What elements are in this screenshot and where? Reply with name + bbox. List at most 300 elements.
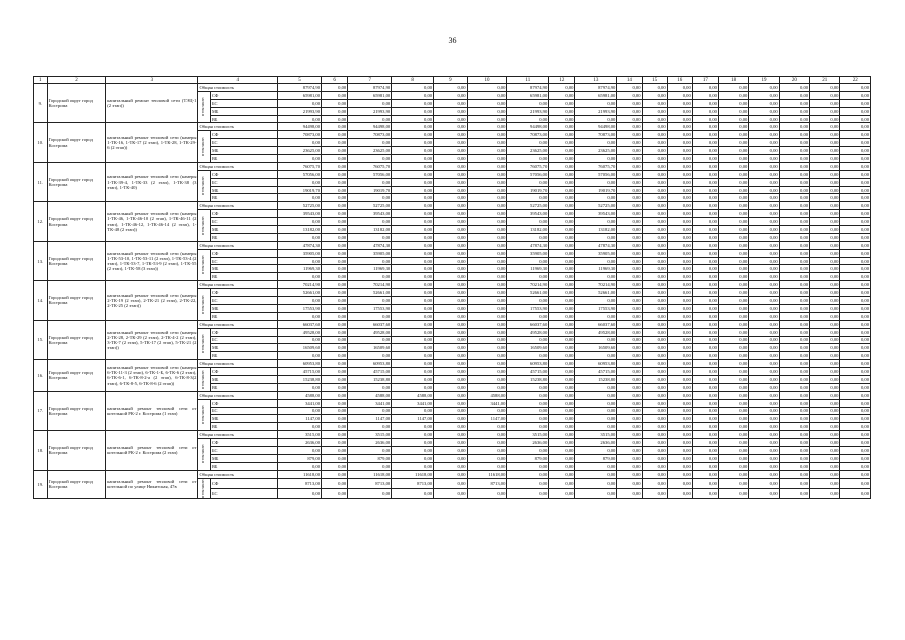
amount-cell: 0,00 xyxy=(549,241,575,249)
amount-cell: 0,00 xyxy=(392,454,434,462)
amount-cell: 23625,00 xyxy=(575,147,617,155)
amount-cell: 0,00 xyxy=(749,304,779,312)
amount-cell: 0,00 xyxy=(507,218,549,226)
amount-cell: 0,00 xyxy=(348,336,392,344)
amount-cell: 0,00 xyxy=(642,84,667,92)
including-label-cell xyxy=(198,249,211,281)
amount-cell: 0,00 xyxy=(617,170,642,178)
amount-cell: 0,00 xyxy=(392,289,434,297)
amount-cell: 0,00 xyxy=(840,297,871,305)
amount-cell: 3441,00 xyxy=(278,399,322,407)
column-number: 15 xyxy=(642,77,667,84)
amount-cell: 0,00 xyxy=(467,407,507,415)
amount-cell: 0,00 xyxy=(810,488,840,498)
amount-cell: 0,00 xyxy=(392,257,434,265)
amount-cell: 0,00 xyxy=(434,99,468,107)
funding-source-code: БС xyxy=(211,446,278,454)
amount-cell: 0,00 xyxy=(322,281,348,289)
work-description-cell: капитальный ремонт тепловой сети (камеры 6-ТК-11-3 (2 этап), 6-ТК-1-Б, 6-ТК-6 (2 этап), 6-ТК-6-1, 6-ТК-8-2-а (2 этап), 6-ТК-8-3(2 этап), 6-ТК-8-5, 6-ТК-8-6 (2 этап)) xyxy=(106,360,198,392)
amount-cell: 0,00 xyxy=(692,328,718,336)
amount-cell: 0,00 xyxy=(810,470,840,478)
amount-cell: 0,00 xyxy=(749,281,779,289)
amount-cell: 0,00 xyxy=(549,344,575,352)
amount-cell: 16509,60 xyxy=(575,344,617,352)
amount-cell: 3515,00 xyxy=(278,431,322,439)
amount-cell: 0,00 xyxy=(779,415,809,423)
amount-cell: 0,00 xyxy=(434,170,468,178)
total-cost-label: Общая стоимость xyxy=(198,202,278,210)
including-label-cell xyxy=(198,170,211,202)
amount-cell: 0,00 xyxy=(575,194,617,202)
amount-cell: 0,00 xyxy=(322,162,348,170)
amount-cell: 0,00 xyxy=(840,226,871,234)
amount-cell: 0,00 xyxy=(718,281,748,289)
amount-cell: 0,00 xyxy=(575,462,617,470)
amount-cell: 0,00 xyxy=(434,186,468,194)
column-number: 20 xyxy=(779,77,809,84)
amount-cell: 0,00 xyxy=(348,194,392,202)
amount-cell: 0,00 xyxy=(322,99,348,107)
table-row xyxy=(34,391,871,399)
funding-source-code: СФ xyxy=(211,131,278,139)
amount-cell: 0,00 xyxy=(718,273,748,281)
amount-cell: 52661,00 xyxy=(507,289,549,297)
amount-cell: 0,00 xyxy=(549,226,575,234)
amount-cell: 0,00 xyxy=(322,84,348,92)
amount-cell: 0,00 xyxy=(810,336,840,344)
amount-cell: 0,00 xyxy=(779,226,809,234)
amount-cell: 0,00 xyxy=(718,91,748,99)
amount-cell: 0,00 xyxy=(779,265,809,273)
amount-cell: 0,00 xyxy=(692,84,718,92)
amount-cell: 0,00 xyxy=(392,328,434,336)
total-cost-label: Общая стоимость xyxy=(198,470,278,478)
amount-cell: 0,00 xyxy=(642,273,667,281)
amount-cell: 0,00 xyxy=(467,431,507,439)
amount-cell: 0,00 xyxy=(840,99,871,107)
amount-cell: 0,00 xyxy=(749,273,779,281)
amount-cell: 0,00 xyxy=(667,257,692,265)
amount-cell: 0,00 xyxy=(434,257,468,265)
column-number: 6 xyxy=(322,77,348,84)
amount-cell: 0,00 xyxy=(392,202,434,210)
amount-cell: 0,00 xyxy=(617,131,642,139)
amount-cell: 0,00 xyxy=(667,170,692,178)
amount-cell: 0,00 xyxy=(667,423,692,431)
amount-cell: 0,00 xyxy=(575,139,617,147)
amount-cell: 0,00 xyxy=(322,439,348,447)
municipality-cell: Городской округ город Кострома xyxy=(47,84,106,123)
amount-cell: 0,00 xyxy=(692,281,718,289)
amount-cell: 0,00 xyxy=(278,115,322,123)
amount-cell: 0,00 xyxy=(617,383,642,391)
municipality-cell: Городской округ город Кострома xyxy=(47,123,106,162)
amount-cell: 0,00 xyxy=(392,265,434,273)
amount-cell: 0,00 xyxy=(549,147,575,155)
work-description-cell: капитальный ремонт тепловой сети от котельной РК-2 г. Кострома (2 этап) xyxy=(106,431,198,470)
amount-cell: 0,00 xyxy=(718,162,748,170)
amount-cell: 0,00 xyxy=(549,368,575,376)
amount-cell: 0,00 xyxy=(434,218,468,226)
amount-cell: 0,00 xyxy=(392,360,434,368)
amount-cell: 0,00 xyxy=(749,84,779,92)
amount-cell: 0,00 xyxy=(692,147,718,155)
amount-cell: 19019,70 xyxy=(348,186,392,194)
amount-cell: 57056,00 xyxy=(507,170,549,178)
amount-cell: 45715,00 xyxy=(348,368,392,376)
amount-cell: 0,00 xyxy=(549,415,575,423)
amount-cell: 0,00 xyxy=(779,352,809,360)
amount-cell: 0,00 xyxy=(718,320,748,328)
amount-cell: 0,00 xyxy=(810,383,840,391)
amount-cell: 0,00 xyxy=(692,273,718,281)
amount-cell: 0,00 xyxy=(840,431,871,439)
amount-cell: 0,00 xyxy=(392,446,434,454)
amount-cell: 0,00 xyxy=(392,147,434,155)
column-number: 10 xyxy=(467,77,507,84)
amount-cell: 0,00 xyxy=(549,488,575,498)
amount-cell: 0,00 xyxy=(779,454,809,462)
amount-cell: 0,00 xyxy=(392,194,434,202)
amount-cell: 0,00 xyxy=(507,312,549,320)
amount-cell: 0,00 xyxy=(575,478,617,488)
amount-cell: 0,00 xyxy=(642,431,667,439)
item-number: 17. xyxy=(34,391,48,430)
funding-source-code: МБ xyxy=(211,186,278,194)
amount-cell: 0,00 xyxy=(434,304,468,312)
amount-cell: 0,00 xyxy=(278,257,322,265)
amount-cell: 0,00 xyxy=(617,423,642,431)
amount-cell: 0,00 xyxy=(507,115,549,123)
amount-cell: 0,00 xyxy=(692,162,718,170)
including-label: в том числе: xyxy=(201,255,206,274)
amount-cell: 0,00 xyxy=(434,131,468,139)
amount-cell: 0,00 xyxy=(642,470,667,478)
amount-cell: 0,00 xyxy=(642,226,667,234)
amount-cell: 0,00 xyxy=(642,249,667,257)
amount-cell: 0,00 xyxy=(507,178,549,186)
amount-cell: 0,00 xyxy=(779,375,809,383)
funding-source-code: ВБ xyxy=(211,155,278,163)
amount-cell: 0,00 xyxy=(810,131,840,139)
amount-cell: 0,00 xyxy=(840,399,871,407)
amount-cell: 0,00 xyxy=(617,84,642,92)
amount-cell: 0,00 xyxy=(322,462,348,470)
amount-cell: 0,00 xyxy=(549,352,575,360)
amount-cell: 0,00 xyxy=(840,84,871,92)
amount-cell: 0,00 xyxy=(642,462,667,470)
amount-cell: 0,00 xyxy=(692,218,718,226)
amount-cell: 0,00 xyxy=(667,107,692,115)
amount-cell: 0,00 xyxy=(667,328,692,336)
amount-cell: 0,00 xyxy=(278,383,322,391)
amount-cell: 0,00 xyxy=(692,91,718,99)
amount-cell: 0,00 xyxy=(840,415,871,423)
amount-cell: 0,00 xyxy=(348,446,392,454)
amount-cell: 0,00 xyxy=(718,249,748,257)
amount-cell: 0,00 xyxy=(642,391,667,399)
amount-cell: 0,00 xyxy=(549,194,575,202)
amount-cell: 0,00 xyxy=(718,289,748,297)
amount-cell: 0,00 xyxy=(467,454,507,462)
amount-cell: 0,00 xyxy=(642,257,667,265)
amount-cell: 0,00 xyxy=(810,454,840,462)
amount-cell: 0,00 xyxy=(549,155,575,163)
amount-cell: 0,00 xyxy=(322,249,348,257)
amount-cell: 0,00 xyxy=(642,352,667,360)
amount-cell: 0,00 xyxy=(348,233,392,241)
amount-cell: 0,00 xyxy=(322,265,348,273)
amount-cell: 0,00 xyxy=(617,407,642,415)
amount-cell: 0,00 xyxy=(322,155,348,163)
amount-cell: 0,00 xyxy=(549,328,575,336)
amount-cell: 0,00 xyxy=(549,289,575,297)
amount-cell: 0,00 xyxy=(667,446,692,454)
amount-cell: 0,00 xyxy=(278,488,322,498)
amount-cell: 0,00 xyxy=(810,265,840,273)
amount-cell: 0,00 xyxy=(642,289,667,297)
column-number: 13 xyxy=(575,77,617,84)
amount-cell: 0,00 xyxy=(434,155,468,163)
amount-cell: 0,00 xyxy=(810,178,840,186)
amount-cell: 0,00 xyxy=(718,115,748,123)
amount-cell: 0,00 xyxy=(507,99,549,107)
amount-cell: 0,00 xyxy=(810,91,840,99)
amount-cell: 3441,00 xyxy=(392,399,434,407)
table-row xyxy=(34,84,871,92)
item-number: 19. xyxy=(34,470,48,499)
funding-source-code: ВБ xyxy=(211,462,278,470)
amount-cell: 0,00 xyxy=(348,462,392,470)
amount-cell: 76075,70 xyxy=(348,162,392,170)
amount-cell: 0,00 xyxy=(467,265,507,273)
amount-cell: 0,00 xyxy=(617,289,642,297)
amount-cell: 0,00 xyxy=(278,218,322,226)
amount-cell: 0,00 xyxy=(642,265,667,273)
amount-cell: 0,00 xyxy=(617,344,642,352)
amount-cell: 0,00 xyxy=(507,352,549,360)
amount-cell: 0,00 xyxy=(749,202,779,210)
amount-cell: 0,00 xyxy=(667,91,692,99)
amount-cell: 0,00 xyxy=(718,454,748,462)
amount-cell: 21993,90 xyxy=(278,107,322,115)
amount-cell: 0,00 xyxy=(434,91,468,99)
amount-cell: 0,00 xyxy=(392,368,434,376)
amount-cell: 0,00 xyxy=(749,344,779,352)
total-cost-label: Общая стоимость xyxy=(198,391,278,399)
amount-cell: 0,00 xyxy=(749,257,779,265)
amount-cell: 0,00 xyxy=(779,297,809,305)
amount-cell: 0,00 xyxy=(617,431,642,439)
amount-cell: 0,00 xyxy=(779,99,809,107)
amount-cell: 0,00 xyxy=(779,107,809,115)
amount-cell: 0,00 xyxy=(434,241,468,249)
amount-cell: 0,00 xyxy=(322,304,348,312)
amount-cell: 2636,00 xyxy=(278,439,322,447)
amount-cell: 0,00 xyxy=(840,289,871,297)
amount-cell: 0,00 xyxy=(749,368,779,376)
amount-cell: 0,00 xyxy=(575,407,617,415)
amount-cell: 70214,90 xyxy=(348,281,392,289)
amount-cell: 0,00 xyxy=(810,289,840,297)
amount-cell: 0,00 xyxy=(575,218,617,226)
amount-cell: 0,00 xyxy=(575,391,617,399)
work-description-cell: капитальный ремонт тепловой сети (камеры 1-ТК-39-4, 1-ТК-33 (2 этап), 1-ТК-38 (3 этап), 1-ТК-40) xyxy=(106,162,198,201)
amount-cell: 0,00 xyxy=(667,488,692,498)
amount-cell: 0,00 xyxy=(718,462,748,470)
municipality-cell: Городской округ город Кострома xyxy=(47,391,106,430)
amount-cell: 0,00 xyxy=(810,115,840,123)
amount-cell: 0,00 xyxy=(434,273,468,281)
amount-cell: 0,00 xyxy=(467,312,507,320)
amount-cell: 0,00 xyxy=(718,178,748,186)
amount-cell: 0,00 xyxy=(667,233,692,241)
amount-cell: 52725,00 xyxy=(348,202,392,210)
amount-cell: 0,00 xyxy=(810,297,840,305)
amount-cell: 0,00 xyxy=(840,320,871,328)
amount-cell: 0,00 xyxy=(749,123,779,131)
amount-cell: 0,00 xyxy=(348,99,392,107)
amount-cell: 0,00 xyxy=(718,470,748,478)
amount-cell: 0,00 xyxy=(278,336,322,344)
amount-cell: 0,00 xyxy=(718,218,748,226)
amount-cell: 0,00 xyxy=(810,375,840,383)
column-number: 17 xyxy=(692,77,718,84)
including-label: в том числе: xyxy=(201,215,206,235)
amount-cell: 8713,00 xyxy=(278,478,322,488)
amount-cell: 15238,80 xyxy=(348,375,392,383)
amount-cell: 0,00 xyxy=(392,273,434,281)
column-number: 5 xyxy=(278,77,322,84)
amount-cell: 0,00 xyxy=(278,423,322,431)
amount-cell: 0,00 xyxy=(667,431,692,439)
amount-cell: 0,00 xyxy=(617,257,642,265)
amount-cell: 0,00 xyxy=(322,470,348,478)
amount-cell: 0,00 xyxy=(575,297,617,305)
amount-cell: 2636,00 xyxy=(507,439,549,447)
amount-cell: 0,00 xyxy=(617,336,642,344)
amount-cell: 0,00 xyxy=(718,147,748,155)
amount-cell: 0,00 xyxy=(322,344,348,352)
amount-cell: 0,00 xyxy=(667,273,692,281)
including-label-cell xyxy=(198,289,211,321)
amount-cell: 0,00 xyxy=(348,407,392,415)
amount-cell: 0,00 xyxy=(467,84,507,92)
amount-cell: 0,00 xyxy=(392,431,434,439)
amount-cell: 0,00 xyxy=(392,462,434,470)
amount-cell: 0,00 xyxy=(642,407,667,415)
amount-cell: 0,00 xyxy=(348,155,392,163)
funding-source-code: СФ xyxy=(211,368,278,376)
amount-cell: 0,00 xyxy=(810,139,840,147)
amount-cell: 0,00 xyxy=(549,478,575,488)
amount-cell: 0,00 xyxy=(667,155,692,163)
municipality-cell: Городской округ город Кострома xyxy=(47,360,106,392)
amount-cell: 0,00 xyxy=(692,226,718,234)
amount-cell: 0,00 xyxy=(322,241,348,249)
amount-cell: 0,00 xyxy=(549,178,575,186)
amount-cell: 0,00 xyxy=(667,162,692,170)
amount-cell: 0,00 xyxy=(642,488,667,498)
amount-cell: 0,00 xyxy=(549,304,575,312)
amount-cell: 0,00 xyxy=(810,360,840,368)
amount-cell: 0,00 xyxy=(278,139,322,147)
work-description-cell: капитальный ремонт тепловой сети (камеры 1-ТК-53-10, 1-ТК-53-11 (2 этап), 1-ТК-53-4 (2 этап), 1-ТК-53-7, 1-ТК-53-9 (2 этап), 1-ТК-55 (2 этап), 1-ТК-58 (3 этап)) xyxy=(106,241,198,280)
amount-cell: 0,00 xyxy=(810,107,840,115)
amount-cell: 0,00 xyxy=(667,289,692,297)
amount-cell: 0,00 xyxy=(642,170,667,178)
amount-cell: 0,00 xyxy=(549,218,575,226)
amount-cell: 0,00 xyxy=(667,281,692,289)
amount-cell: 0,00 xyxy=(718,446,748,454)
amount-cell: 0,00 xyxy=(642,320,667,328)
amount-cell: 0,00 xyxy=(434,391,468,399)
amount-cell: 52725,00 xyxy=(575,202,617,210)
amount-cell: 16509,60 xyxy=(348,344,392,352)
amount-cell: 0,00 xyxy=(840,281,871,289)
amount-cell: 0,00 xyxy=(749,297,779,305)
amount-cell: 0,00 xyxy=(692,391,718,399)
amount-cell: 0,00 xyxy=(507,470,549,478)
amount-cell: 0,00 xyxy=(348,218,392,226)
amount-cell: 0,00 xyxy=(718,423,748,431)
amount-cell: 0,00 xyxy=(810,407,840,415)
amount-cell: 0,00 xyxy=(692,399,718,407)
total-cost-label: Общая стоимость xyxy=(198,360,278,368)
amount-cell: 3515,00 xyxy=(348,431,392,439)
column-number: 16 xyxy=(667,77,692,84)
amount-cell: 39543,00 xyxy=(507,210,549,218)
amount-cell: 0,00 xyxy=(348,139,392,147)
amount-cell: 0,00 xyxy=(392,488,434,498)
amount-cell: 0,00 xyxy=(434,462,468,470)
amount-cell: 0,00 xyxy=(667,407,692,415)
amount-cell: 0,00 xyxy=(718,202,748,210)
amount-cell: 0,00 xyxy=(392,123,434,131)
amount-cell: 87974,90 xyxy=(575,84,617,92)
amount-cell: 0,00 xyxy=(642,383,667,391)
work-description-cell: капитальный ремонт тепловой сети (камеры 2-ТК-28, 2-ТК-29 (2 этап), 2-ТК-4-2 (2 этап), 3-ТК-7 (2 этап), 5-ТК-17 (2 этап), 5-ТК-21 (2 этап)) xyxy=(106,320,198,359)
amount-cell: 0,00 xyxy=(467,194,507,202)
including-label-cell xyxy=(198,210,211,242)
table-row xyxy=(34,360,871,368)
amount-cell: 0,00 xyxy=(642,202,667,210)
amount-cell: 0,00 xyxy=(392,375,434,383)
amount-cell: 0,00 xyxy=(667,320,692,328)
amount-cell: 0,00 xyxy=(392,297,434,305)
amount-cell: 0,00 xyxy=(692,170,718,178)
work-description-cell: капитальный ремонт тепловой сети (камеры 1-ТК-16, 1-ТК-17 (2 этап), 1-ТК-28, 1-ТК-29-6 (2 этап)) xyxy=(106,123,198,162)
amount-cell: 0,00 xyxy=(779,257,809,265)
amount-cell: 0,00 xyxy=(434,162,468,170)
amount-cell: 0,00 xyxy=(779,202,809,210)
amount-cell: 49528,00 xyxy=(575,328,617,336)
amount-cell: 0,00 xyxy=(642,99,667,107)
amount-cell: 45715,00 xyxy=(507,368,549,376)
amount-cell: 0,00 xyxy=(718,375,748,383)
amount-cell: 0,00 xyxy=(810,320,840,328)
amount-cell: 0,00 xyxy=(322,352,348,360)
amount-cell: 0,00 xyxy=(692,407,718,415)
amount-cell: 0,00 xyxy=(779,241,809,249)
amount-cell: 0,00 xyxy=(549,470,575,478)
amount-cell: 0,00 xyxy=(779,478,809,488)
amount-cell: 0,00 xyxy=(692,304,718,312)
including-label-cell xyxy=(198,131,211,163)
amount-cell: 47874,30 xyxy=(575,241,617,249)
amount-cell: 0,00 xyxy=(322,360,348,368)
amount-cell: 65981,00 xyxy=(507,91,549,99)
